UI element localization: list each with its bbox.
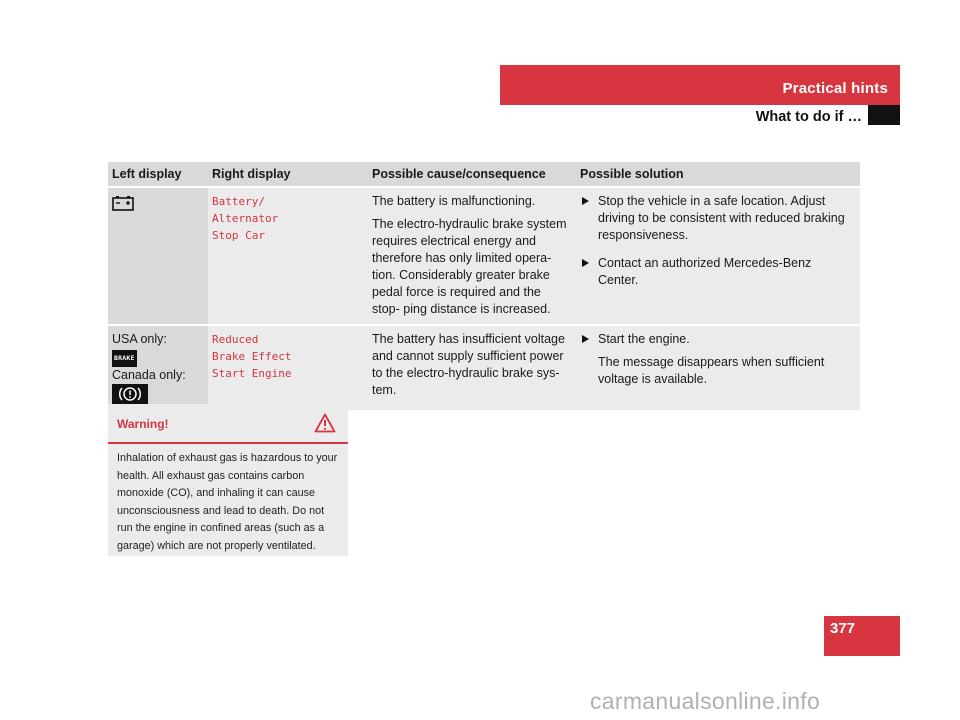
display-messages-table [108,160,860,412]
col-possible-cause: Possible cause/consequence [368,162,576,186]
cause-cell [368,188,576,324]
page-number-box [824,616,900,656]
right-display-cell [208,326,368,410]
col-left-display: Left display [108,162,208,186]
warning-text: Inhalation of exhaust gas is hazardous to your health. All exhaust gas contains carbon monoxide (CO), and inhaling it can cause unconsciousness and lead to death. Do not run the engine in confined areas (such as a garage) which are not properly ventilated. [117,452,338,552]
solution-step [580,255,852,289]
display-message-text: Battery/ Alternator Stop Car [212,195,279,242]
solution-text: Contact an authorized Mercedes-Benz Center. [598,256,812,287]
solution-step [580,331,852,388]
cause-cell [368,326,576,410]
usa-only-label: USA only: [112,332,167,346]
table-header-row [108,162,860,186]
display-message-text: Reduced Brake Effect Start Engine [212,333,292,380]
col-right-display: Right display [208,162,368,186]
solution-note: The message disappears when sufficient voltage is available. [598,355,825,386]
header-black-tab [868,105,900,125]
left-display-cell [108,188,208,324]
brake-circle-icon [112,384,148,404]
warning-triangle-icon [314,413,336,433]
solution-step [580,193,852,244]
canada-only-label: Canada only: [112,368,186,382]
table-row [108,188,860,324]
table-row [108,326,860,410]
warning-label: Warning! [117,417,169,431]
cause-text: The battery is malfunctioning. [372,194,536,208]
brake-warning-icon: BRAKE [112,348,204,367]
subsection-title: What to do if … [755,109,862,125]
bullet-arrow-icon [582,259,589,267]
solution-cell [576,188,860,324]
warning-header [108,404,348,444]
watermark-text: carmanualsonline.info [590,688,821,714]
section-title: Practical hints [782,80,888,97]
page-number: 377 [830,620,856,637]
col-possible-solution: Possible solution [576,162,860,186]
right-display-cell [208,188,368,324]
bullet-arrow-icon [582,197,589,205]
solution-text: Start the engine. [598,332,690,346]
cause-text: The electro-hydraulic brake system requires electrical energy and therefore has only limited opera- tion. Considerably greater brake pedal force is required and the stop- ping distance is increased. [372,217,567,316]
cause-text: The battery has insufficient voltage and cannot supply sufficient power to the electro-hydraulic brake sys- tem. [372,332,565,397]
solution-cell [576,326,860,410]
battery-icon [112,195,134,211]
section-header-bar [500,65,900,105]
solution-text: Stop the vehicle in a safe location. Adjust driving to be consistent with reduced braking responsiveness. [598,194,845,242]
left-display-cell [108,326,208,410]
warning-box [108,404,348,556]
bullet-arrow-icon [582,335,589,343]
